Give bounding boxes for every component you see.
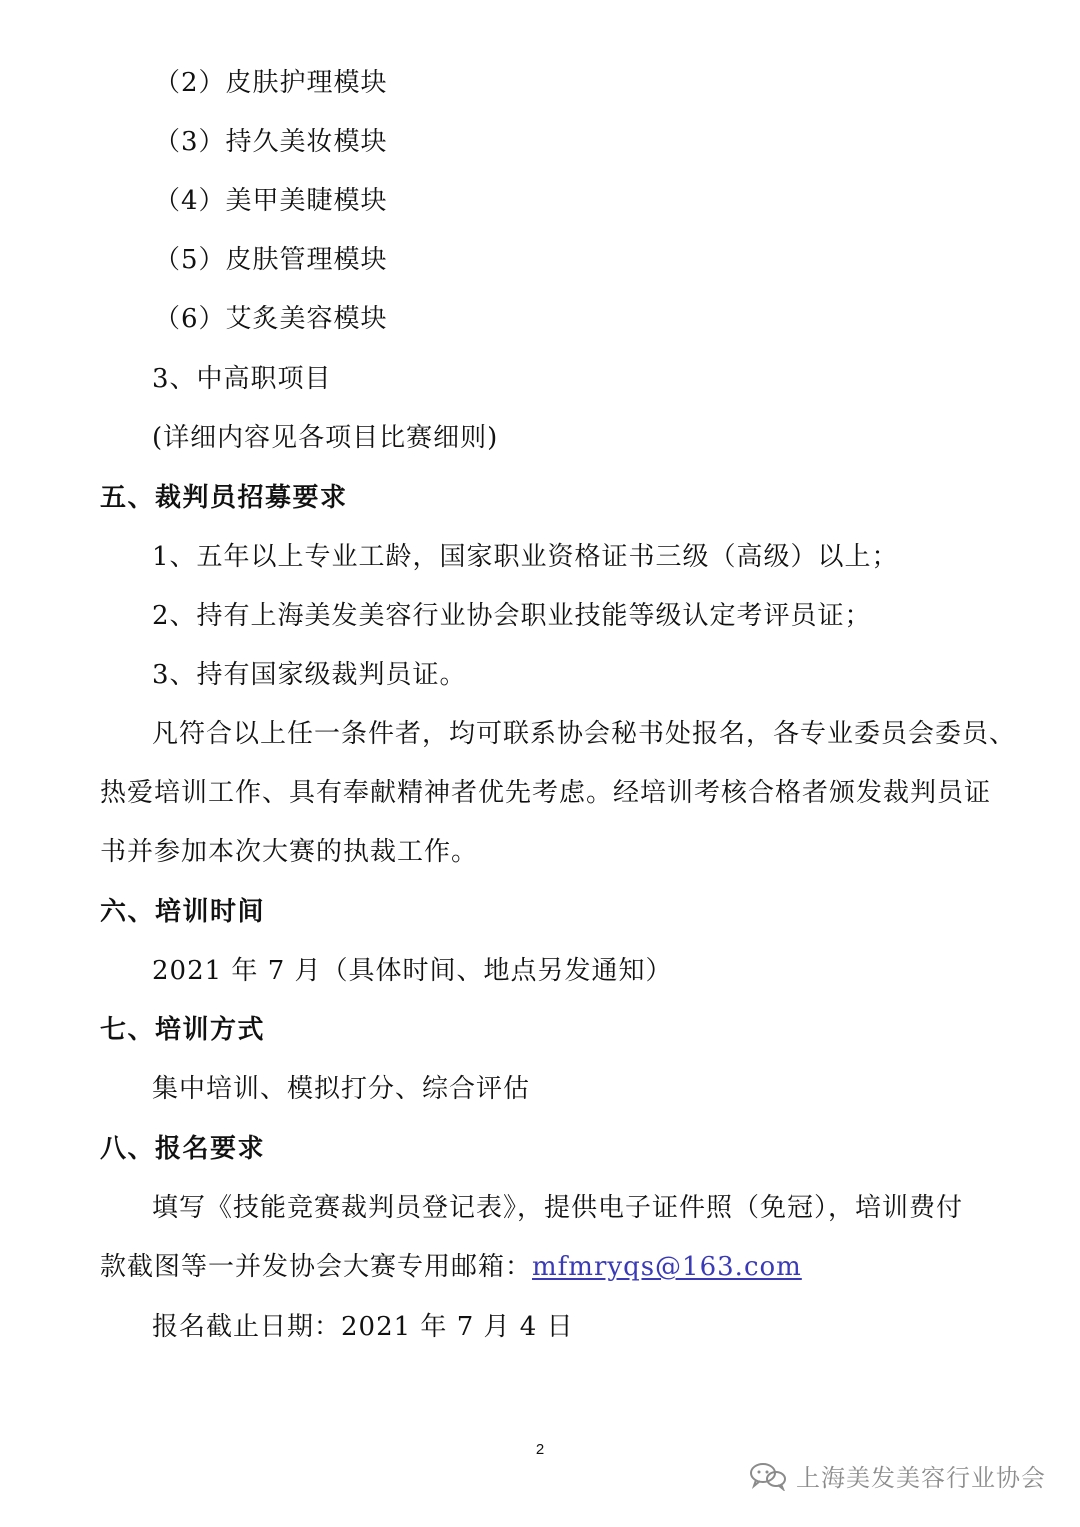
training-method-text: 集中培训、模拟打分、综合评估 xyxy=(152,1074,531,1104)
details-note: (详细内容见各项目比赛细则) xyxy=(152,423,499,453)
watermark-text: 上海美发美容行业协会 xyxy=(796,1464,1046,1492)
watermark xyxy=(748,1458,1046,1493)
wechat-icon xyxy=(748,1461,788,1491)
email-link[interactable]: mfmryqs@163.com xyxy=(532,1252,802,1282)
project-item: 3、中高职项目 xyxy=(152,364,332,394)
requirement-item: 3、持有国家级裁判员证。 xyxy=(152,660,467,690)
module-item: （6）艾炙美容模块 xyxy=(154,304,388,334)
module-item: （3）持久美妆模块 xyxy=(154,127,388,157)
section-heading-training-time: 六、培训时间 xyxy=(100,897,266,927)
page-number: 2 xyxy=(535,1441,545,1458)
paragraph-line: 书并参加本次大赛的执裁工作。 xyxy=(100,837,479,867)
registration-line-prefix: 款截图等一并发协会大赛专用邮箱： xyxy=(100,1252,533,1282)
registration-line: 填写《技能竞赛裁判员登记表》，提供电子证件照（免冠），培训费付 xyxy=(152,1193,964,1223)
requirement-item: 2、持有上海美发美容行业协会职业技能等级认定考评员证； xyxy=(152,601,872,631)
section-heading-training-method: 七、培训方式 xyxy=(100,1015,266,1045)
section-heading-registration: 八、报名要求 xyxy=(100,1134,266,1164)
registration-line xyxy=(100,1250,802,1284)
training-time-text: 2021 年 7 月（具体时间、地点另发通知） xyxy=(152,956,673,986)
paragraph-line: 热爱培训工作、具有奉献精神者优先考虑。经培训考核合格者颁发裁判员证 xyxy=(100,778,992,808)
module-item: （2）皮肤护理模块 xyxy=(154,68,388,98)
module-item: （5）皮肤管理模块 xyxy=(154,245,388,275)
paragraph-line: 凡符合以上任一条件者，均可联系协会秘书处报名，各专业委员会委员、 xyxy=(152,719,1017,749)
module-item: （4）美甲美睫模块 xyxy=(154,186,388,216)
section-heading-referee-requirements: 五、裁判员招募要求 xyxy=(100,483,348,513)
registration-deadline: 报名截止日期：2021 年 7 月 4 日 xyxy=(152,1312,574,1342)
requirement-item: 1、五年以上专业工龄，国家职业资格证书三级（高级）以上； xyxy=(152,542,899,572)
